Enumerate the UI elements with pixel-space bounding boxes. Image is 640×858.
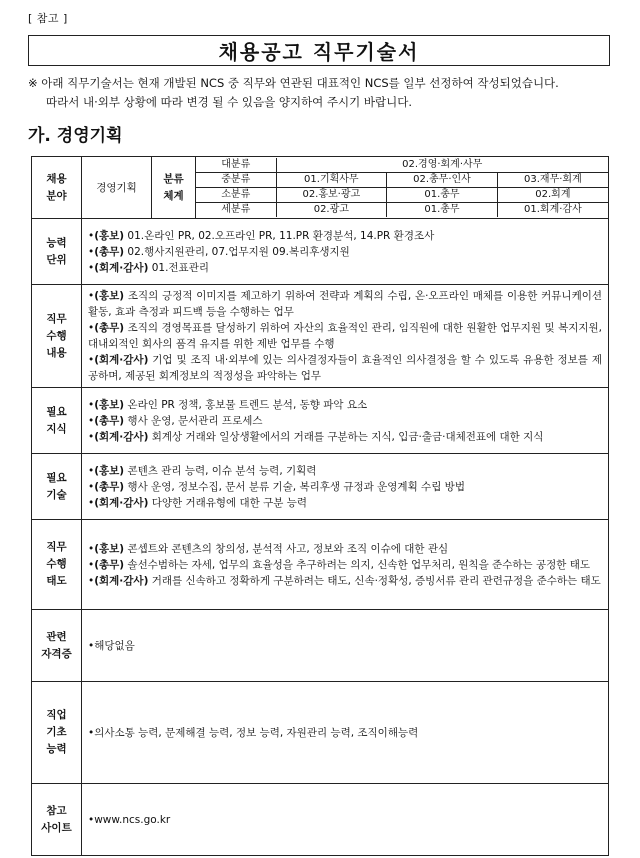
field-value: 경영기획 — [82, 157, 152, 219]
item-text: 콘텐츠 관리 능력, 이슈 분석 능력, 기획력 — [124, 464, 317, 477]
item-category: (회계·감사) — [94, 574, 149, 587]
content-item — [88, 725, 602, 741]
item-text: 해당없음 — [94, 639, 135, 652]
bullet-icon: • — [88, 354, 95, 366]
bullet-icon: • — [88, 574, 95, 587]
item-category: (홍보) — [94, 398, 125, 411]
content-item — [88, 557, 602, 573]
section-row — [32, 219, 609, 285]
item-category: (총무) — [94, 245, 125, 258]
item-category: (회계·감사) — [94, 261, 149, 274]
section-content — [82, 682, 609, 784]
document-title: 채용공고 직무기술서 — [28, 35, 610, 66]
item-text: 온라인 PR 정책, 홍보물 트렌드 분석, 동향 파악 요소 — [124, 398, 368, 411]
item-text: 01.전표관리 — [148, 261, 209, 274]
section-label-text: 직무 수행 내용 — [46, 312, 67, 359]
bullet-icon: • — [88, 430, 95, 443]
section-content — [82, 388, 609, 454]
item-category: (홍보) — [94, 464, 125, 477]
content-item — [88, 397, 602, 413]
bullet-icon: • — [88, 245, 95, 258]
bullet-icon: • — [88, 496, 95, 509]
item-text: 다양한 거래유형에 대한 구분 능력 — [148, 496, 308, 509]
item-text: 의사소통 능력, 문제해결 능력, 정보 능력, 자원관리 능력, 조직이해능력 — [94, 726, 419, 739]
section-content — [82, 454, 609, 520]
section-content — [82, 219, 609, 285]
job-description-table — [31, 156, 609, 856]
classification-level: 소분류 — [196, 188, 276, 203]
section-label-text: 직업 기초 능력 — [46, 709, 67, 755]
classification-row-1 — [196, 173, 608, 188]
item-category: (회계·감사) — [94, 496, 149, 509]
section-row — [32, 610, 609, 682]
bullet-icon: • — [88, 290, 95, 302]
classification-value: 02.총무·인사 — [387, 173, 498, 188]
item-text: 행사 운영, 정보수집, 문서 분류 기술, 복리후생 규정과 운영계획 수립 방법 — [124, 480, 465, 493]
section-label-text: 직무 수행 태도 — [46, 541, 67, 587]
section-content — [82, 610, 609, 682]
classification-value: 01.회계·감사 — [497, 203, 608, 218]
notice — [28, 74, 618, 112]
item-category: (총무) — [94, 558, 125, 571]
content-item — [88, 228, 602, 244]
section-row — [32, 520, 609, 610]
classification-value: 02.홍보·광고 — [276, 188, 387, 203]
bullet-icon: • — [88, 464, 95, 477]
item-text: 기업 및 조직 내·외부에 있는 의사결정자들이 효율적인 의사결정을 할 수 있도록 유용한 정보를 제공하며, 제공된 회계정보의 적정성을 파악하는 업무 — [88, 354, 602, 382]
classification-value: 01.총무 — [387, 203, 498, 218]
item-text: 콘셉트와 콘텐츠의 창의성, 분석적 사고, 정보와 조직 이슈에 대한 관심 — [124, 542, 449, 555]
section-label — [32, 610, 82, 682]
item-category: (홍보) — [94, 229, 125, 242]
section-content — [82, 784, 609, 856]
item-text: 01.온라인 PR, 02.오프라인 PR, 11.PR 환경분석, 14.PR 환경조사 — [124, 229, 435, 242]
bullet-icon: • — [88, 322, 95, 334]
item-text: 행사 운영, 문서관리 프로세스 — [124, 414, 263, 427]
item-category: (총무) — [94, 414, 125, 427]
section-content — [82, 520, 609, 610]
section-label — [32, 784, 82, 856]
item-category: (회계·감사) — [94, 430, 149, 443]
content-item — [88, 463, 602, 479]
notice-line-2: 따라서 내·외부 상황에 따라 변경 될 수 있음을 양지하여 주시기 바랍니다. — [46, 95, 413, 109]
classification-value: 01.총무 — [387, 188, 498, 203]
content-item — [88, 479, 602, 495]
item-text: 회계상 거래와 일상생활에서의 거래를 구분하는 지식, 입금·출금·대체전표에 대한 지식 — [148, 430, 544, 443]
bullet-icon: • — [88, 639, 95, 652]
bullet-icon: • — [88, 542, 95, 555]
bullet-icon: • — [88, 726, 95, 739]
classification-value: 02.경영·회계·사무 — [276, 158, 608, 173]
section-label — [32, 682, 82, 784]
item-text: 거래를 신속하고 정확하게 구분하려는 태도, 신속·정확성, 증빙서류 관리 관련규정을 준수하는 태도 — [148, 574, 601, 587]
classification-grid — [196, 157, 609, 219]
classification-level: 대분류 — [196, 158, 276, 173]
bullet-icon: • — [88, 398, 95, 411]
content-item — [88, 429, 602, 445]
content-item — [88, 413, 602, 429]
bullet-icon: • — [88, 480, 95, 493]
reference-label: [ 참고 ] — [28, 12, 68, 25]
classification-value: 01.기획사무 — [276, 173, 387, 188]
content-item — [88, 244, 602, 260]
section-label — [32, 388, 82, 454]
content-item — [88, 288, 602, 320]
item-text: 솔선수범하는 자세, 업무의 효율성을 추구하려는 의지, 신속한 업무처리, 원칙을 준수하는 공정한 태도 — [124, 558, 591, 571]
section-label-text: 참고 사이트 — [41, 804, 72, 834]
content-item — [88, 320, 602, 352]
classification-row-2 — [196, 188, 608, 203]
section-row — [32, 285, 609, 388]
classification-level: 중분류 — [196, 173, 276, 188]
classification-row-3 — [196, 203, 608, 218]
classification-label: 분류 체계 — [152, 157, 196, 219]
content-item — [88, 260, 602, 276]
section-label-text: 필요 기술 — [46, 471, 67, 501]
notice-line-1: ※ 아래 직무기술서는 현재 개발된 NCS 중 직무와 연관된 대표적인 NCS를 일부 선정하여 작성되었습니다. — [28, 76, 559, 90]
classification-level: 세분류 — [196, 203, 276, 218]
content-item — [88, 573, 602, 589]
classification-row-0 — [196, 158, 608, 173]
content-item — [88, 495, 602, 511]
item-category: (회계·감사) — [94, 354, 149, 366]
item-text: 02.행사지원관리, 07.업무지원 09.복리후생지원 — [124, 245, 350, 258]
content-item — [88, 352, 602, 384]
section-label — [32, 285, 82, 388]
item-category: (총무) — [94, 480, 125, 493]
bullet-icon: • — [88, 229, 95, 242]
section-row — [32, 784, 609, 856]
item-category: (홍보) — [94, 542, 125, 555]
section-title: 가. 경영기획 — [28, 126, 123, 146]
classification-value: 02.광고 — [276, 203, 387, 218]
item-category: (홍보) — [94, 290, 125, 302]
bullet-icon: • — [88, 414, 95, 427]
content-item — [88, 638, 602, 654]
item-text: 조직의 경영목표를 달성하기 위하여 자산의 효율적인 관리, 임직원에 대한 원활한 업무지원 및 복지지원, 대내외적인 회사의 품격 유지를 위한 제반 업무를 수행 — [88, 322, 602, 350]
item-text: 조직의 긍정적 이미지를 제고하기 위하여 전략과 계획의 수립, 온·오프라인 매체를 이용한 커뮤니케이션 활동, 효과 측정과 피드백 등을 수행하는 업무 — [88, 290, 602, 318]
section-label — [32, 454, 82, 520]
section-row — [32, 682, 609, 784]
section-row — [32, 454, 609, 520]
classification-table — [196, 158, 608, 217]
section-label — [32, 219, 82, 285]
field-label: 채용 분야 — [32, 157, 82, 219]
content-item — [88, 812, 602, 828]
item-category: (총무) — [94, 322, 125, 334]
section-label — [32, 520, 82, 610]
item-text: www.ncs.go.kr — [94, 813, 171, 826]
content-item — [88, 541, 602, 557]
section-row — [32, 388, 609, 454]
section-label-text: 관련 자격증 — [41, 630, 72, 660]
bullet-icon: • — [88, 813, 95, 826]
section-label-text: 능력 단위 — [46, 236, 67, 266]
bullet-icon: • — [88, 558, 95, 571]
classification-value: 03.재무·회계 — [497, 173, 608, 188]
classification-value: 02.회계 — [497, 188, 608, 203]
section-label-text: 필요 지식 — [46, 405, 67, 435]
section-content — [82, 285, 609, 388]
classification-row — [32, 157, 609, 219]
bullet-icon: • — [88, 261, 95, 274]
